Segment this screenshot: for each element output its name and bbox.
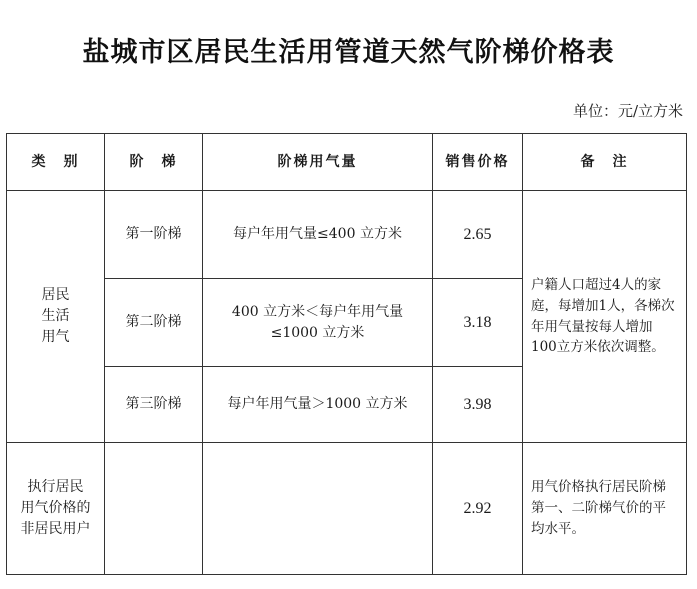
- category-non-residential: 执行居民 用气价格的 非居民用户: [7, 443, 105, 575]
- tier-price: 3.18: [433, 279, 523, 367]
- table-header-row: [7, 134, 687, 191]
- unit-label: 单位：元/立方米: [572, 102, 683, 120]
- table-row: [7, 443, 687, 575]
- table-row: [7, 191, 687, 279]
- header-volume: 阶梯用气量: [203, 134, 433, 191]
- tier-price: 3.98: [433, 367, 523, 443]
- tier-volume-empty: [203, 443, 433, 575]
- tier-label-empty: [105, 443, 203, 575]
- tier-label: 第三阶梯: [105, 367, 203, 443]
- price-table: [6, 133, 687, 575]
- header-category: 类 别: [7, 134, 105, 191]
- tier-volume: 400 立方米＜每户年用气量 ≤1000 立方米: [203, 279, 433, 367]
- note-residential: 户籍人口超过4人的家庭，每增加1人，各梯次年用气量按每人增加100立方米依次调整。: [523, 191, 687, 443]
- tier-price: 2.65: [433, 191, 523, 279]
- non-residential-price: 2.92: [433, 443, 523, 575]
- header-price: 销售价格: [433, 134, 523, 191]
- category-residential: 居民 生活 用气: [7, 191, 105, 443]
- header-tier: 阶 梯: [105, 134, 203, 191]
- header-note: 备 注: [523, 134, 687, 191]
- tier-volume: 每户年用气量＞1000 立方米: [203, 367, 433, 443]
- page-title: 盐城市区居民生活用管道天然气阶梯价格表: [82, 37, 615, 68]
- tier-volume: 每户年用气量≤400 立方米: [203, 191, 433, 279]
- tier-label: 第一阶梯: [105, 191, 203, 279]
- tier-label: 第二阶梯: [105, 279, 203, 367]
- note-non-residential: 用气价格执行居民阶梯第一、二阶梯气价的平均水平。: [523, 443, 687, 575]
